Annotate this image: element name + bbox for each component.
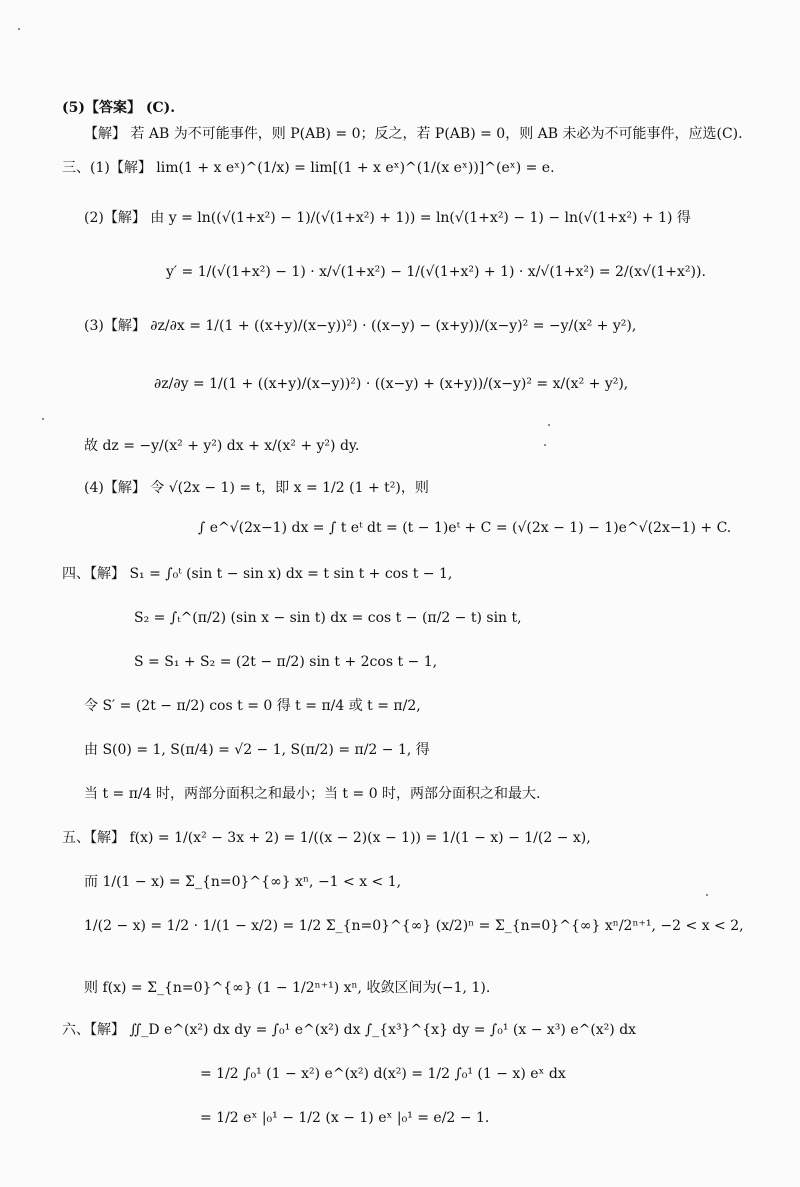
line-s3-3c: 故 dz = −y/(x² + y²) dx + x/(x² + y²) dy. bbox=[84, 438, 360, 454]
scan-speck bbox=[42, 418, 44, 420]
line-s4-2: S₂ = ∫ₜ^(π/2) (sin x − sin t) dx = cos t − (π/2 − t) sin t, bbox=[134, 610, 522, 626]
scan-speck bbox=[548, 424, 550, 426]
scan-speck bbox=[706, 894, 708, 896]
line-s3-3b: ∂z/∂y = 1/(1 + ((x+y)/(x−y))²) · ((x−y) + (x+y))/(x−y)² = x/(x² + y²), bbox=[154, 376, 629, 392]
line-s4-3: S = S₁ + S₂ = (2t − π/2) sin t + 2cos t − 1, bbox=[134, 654, 438, 670]
line-s3-1: 三、(1)【解】 lim(1 + x eˣ)^(1/x) = lim[(1 + x eˣ)^(1/(x eˣ))]^(eˣ) = e. bbox=[62, 160, 555, 176]
scan-speck bbox=[544, 444, 546, 446]
scan-speck bbox=[18, 28, 20, 30]
line-s6-1: 六、【解】 ∬_D e^(x²) dx dy = ∫₀¹ e^(x²) dx ∫_{x³}^{x} dy = ∫₀¹ (x − x³) e^(x²) dx bbox=[62, 1022, 637, 1038]
line-s6-2: = 1/2 ∫₀¹ (1 − x²) e^(x²) d(x²) = 1/2 ∫₀¹ (1 − x) eˣ dx bbox=[200, 1066, 566, 1082]
line-s6-3: = 1/2 eˣ |₀¹ − 1/2 (x − 1) eˣ |₀¹ = e/2 − 1. bbox=[200, 1110, 490, 1126]
line-s4-4: 令 S′ = (2t − π/2) cos t = 0 得 t = π/4 或 t = π/2, bbox=[84, 698, 421, 714]
line-q5-answer: (5)【答案】 (C). bbox=[62, 100, 176, 116]
line-s5-3: 1/(2 − x) = 1/2 · 1/(1 − x/2) = 1/2 Σ_{n=0}^{∞} (x/2)ⁿ = Σ_{n=0}^{∞} xⁿ/2ⁿ⁺¹, −2 < x < 2, bbox=[84, 918, 744, 934]
line-s3-3a: (3)【解】 ∂z/∂x = 1/(1 + ((x+y)/(x−y))²) · ((x−y) − (x+y))/(x−y)² = −y/(x² + y²), bbox=[84, 318, 637, 334]
line-s3-4a: (4)【解】 令 √(2x − 1) = t，即 x = 1/2 (1 + t²)，则 bbox=[84, 480, 429, 496]
line-s3-4b: ∫ e^√(2x−1) dx = ∫ t eᵗ dt = (t − 1)eᵗ + C = (√(2x − 1) − 1)e^√(2x−1) + C. bbox=[198, 520, 732, 536]
line-s3-2a: (2)【解】 由 y = ln((√(1+x²) − 1)/(√(1+x²) + 1)) = ln(√(1+x²) − 1) − ln(√(1+x²) + 1) 得 bbox=[84, 210, 691, 226]
line-s4-1: 四、【解】 S₁ = ∫₀ᵗ (sin t − sin x) dx = t sin t + cos t − 1, bbox=[62, 566, 453, 582]
line-s4-6: 当 t = π/4 时，两部分面积之和最小；当 t = 0 时，两部分面积之和最大. bbox=[84, 786, 541, 802]
line-s5-2: 而 1/(1 − x) = Σ_{n=0}^{∞} xⁿ, −1 < x < 1, bbox=[84, 874, 402, 890]
line-q5-expl: 【解】 若 AB 为不可能事件，则 P(AB) = 0；反之，若 P(AB) = 0，则 AB 未必为不可能事件，应选(C). bbox=[84, 126, 743, 142]
line-s3-2b: y′ = 1/(√(1+x²) − 1) · x/√(1+x²) − 1/(√(1+x²) + 1) · x/√(1+x²) = 2/(x√(1+x²)). bbox=[166, 264, 706, 280]
line-s5-1: 五、【解】 f(x) = 1/(x² − 3x + 2) = 1/((x − 2)(x − 1)) = 1/(1 − x) − 1/(2 − x), bbox=[62, 830, 591, 846]
line-s5-4: 则 f(x) = Σ_{n=0}^{∞} (1 − 1/2ⁿ⁺¹) xⁿ, 收敛区间为(−1, 1). bbox=[84, 980, 491, 996]
line-s4-5: 由 S(0) = 1, S(π/4) = √2 − 1, S(π/2) = π/2 − 1, 得 bbox=[84, 742, 430, 758]
